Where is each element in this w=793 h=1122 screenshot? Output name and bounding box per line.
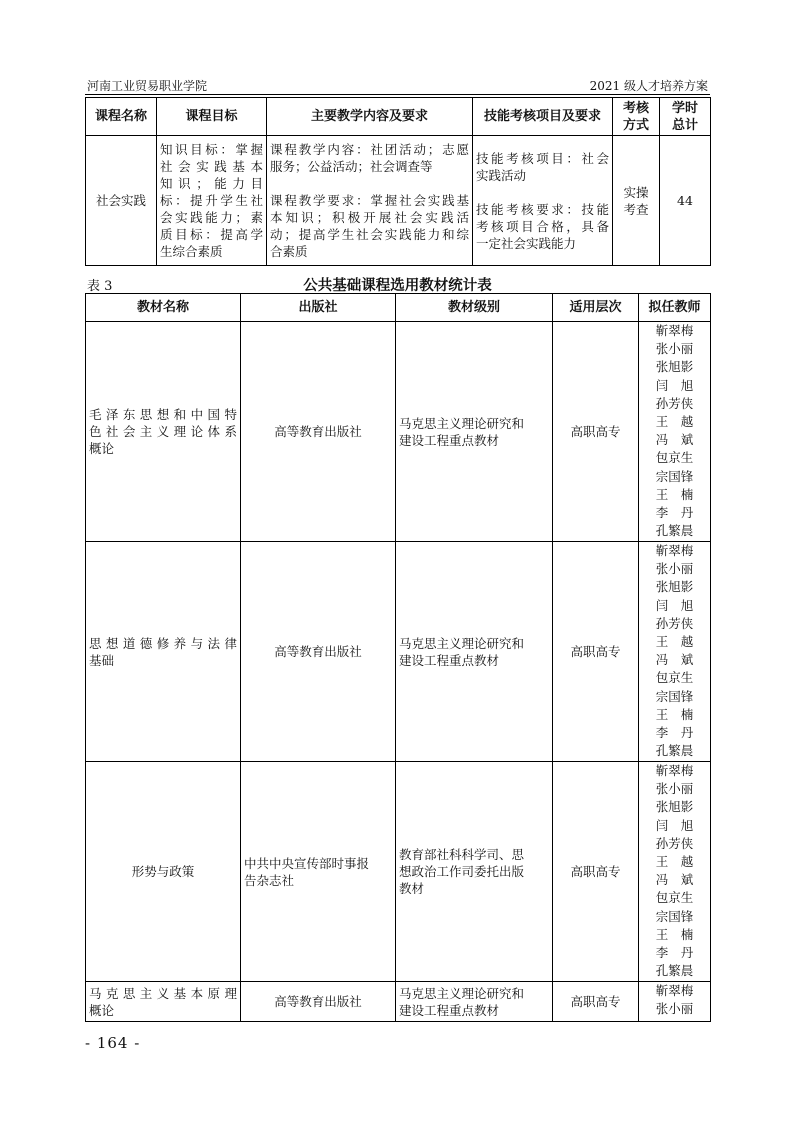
teacher-name: 张旭影: [655, 579, 694, 595]
textbook-row: [86, 542, 711, 762]
header-hours-line: 学时: [671, 100, 698, 116]
level-line: 建设工程重点教材: [399, 652, 500, 668]
teacher-name: 李 丹: [655, 505, 694, 521]
textbook-name: [86, 982, 241, 1022]
textbook-name-line: 思想道德修养与法律: [89, 635, 237, 651]
teacher-name: 靳翠梅: [655, 763, 694, 778]
tier: 高职高专: [553, 542, 639, 762]
content-line: 合素质: [270, 244, 308, 259]
header-hours: [660, 98, 711, 136]
teacher-name: 张旭影: [655, 359, 694, 375]
teacher-name: 张小丽: [655, 1001, 694, 1017]
skill-line: 技能考核要求：技能: [476, 201, 609, 217]
course-content: [267, 136, 473, 266]
skill-line: 一定社会实践能力: [476, 235, 577, 251]
teacher-name: 孙芳侠: [655, 615, 694, 631]
course-skill: [473, 136, 613, 266]
teacher-name: 王 越: [655, 414, 694, 430]
level-line: 建设工程重点教材: [399, 432, 500, 448]
teacher-list: [639, 322, 711, 542]
skill-gap: [476, 184, 609, 201]
header-assessment: [613, 98, 660, 136]
header-course-name: 课程名称: [86, 98, 157, 136]
teacher-name: 王 楠: [655, 926, 694, 942]
textbook-level: [396, 762, 553, 982]
teacher-name: 包京生: [655, 450, 694, 466]
teacher-name: 张旭影: [655, 799, 694, 815]
header-course-goal: 课程目标: [157, 98, 267, 136]
textbook-name: [86, 762, 241, 982]
content-line: 服务；公益活动；社会调查等: [270, 159, 433, 174]
content-line: 动；提高学生社会实践能力和综: [270, 227, 469, 242]
skill-line: 技能考核项目：社会: [476, 150, 609, 166]
teacher-name: 李 丹: [655, 945, 694, 961]
header-skill: 技能考核项目及要求: [473, 98, 613, 136]
goal-line: 知识；能力目: [160, 176, 263, 191]
teacher-name: 宗国锋: [655, 908, 694, 924]
level-line: 马克思主义理论研究和: [399, 415, 525, 431]
course-table-header-row: [86, 98, 711, 136]
content-line: 课程教学要求：掌握社会实践基: [270, 193, 469, 208]
goal-line: 质目标：提高学: [160, 227, 263, 242]
skill-line: 实践活动: [476, 167, 527, 183]
course-hours: 44: [660, 136, 711, 266]
textbook-level: [396, 982, 553, 1022]
textbook-name-line: 毛泽东思想和中国特: [89, 407, 237, 422]
textbook-row: [86, 762, 711, 982]
course-row: [86, 136, 711, 266]
page-header: [85, 76, 710, 95]
header-content: 主要教学内容及要求: [267, 98, 473, 136]
teacher-name: 孔繁晨: [655, 963, 694, 979]
course-table: [85, 97, 711, 266]
teacher-name: 孔繁晨: [655, 523, 694, 539]
textbook-name-line: 色社会主义理论体系: [89, 424, 237, 439]
textbook-name: [86, 542, 241, 762]
content-gap: [270, 175, 469, 192]
teacher-name: 王 楠: [655, 706, 694, 722]
level-line: 建设工程重点教材: [399, 1002, 500, 1018]
publisher-line: 中共中央宣传部时事报: [244, 855, 370, 871]
header-tier: 适用层次: [553, 294, 639, 322]
publisher: [241, 762, 396, 982]
teacher-name: 孔繁晨: [655, 743, 694, 759]
teacher-name: 靳翠梅: [655, 543, 694, 558]
header-hours-line: 总计: [671, 117, 698, 133]
goal-line: 生综合素质: [160, 244, 223, 259]
header-teachers: 拟任教师: [639, 294, 711, 322]
page-number: - 164 -: [85, 1034, 141, 1052]
teacher-name: 王 越: [655, 634, 694, 650]
teacher-name: 包京生: [655, 890, 694, 906]
teacher-name: 宗国锋: [655, 688, 694, 704]
assessment-line: 考查: [623, 201, 649, 217]
header-level: 教材级别: [396, 294, 553, 322]
header-assessment-line: 考核: [622, 100, 649, 116]
teacher-name: 冯 斌: [655, 432, 694, 448]
teacher-name: 冯 斌: [655, 872, 694, 888]
teacher-list: [639, 982, 711, 1022]
goal-line: 知识目标：掌握: [160, 142, 263, 157]
teacher-name: 张小丽: [655, 341, 694, 357]
goal-line: 会实践能力；素: [160, 210, 263, 225]
teacher-name: 闫 旭: [655, 377, 694, 393]
content-line: 课程教学内容：社团活动；志愿: [270, 142, 469, 157]
tier: 高职高专: [553, 982, 639, 1022]
assessment-line: 实操: [623, 184, 649, 200]
level-line: 想政治工作司委托出版: [399, 864, 525, 879]
teacher-name: 王 越: [655, 854, 694, 870]
teacher-name: 闫 旭: [655, 597, 694, 613]
course-goal: [157, 136, 267, 266]
content-line: 本知识；积极开展社会实践活: [270, 210, 469, 225]
teacher-name: 李 丹: [655, 725, 694, 741]
teacher-name: 宗国锋: [655, 468, 694, 484]
goal-line: 标：提升学生社: [160, 193, 263, 208]
textbook-row: [86, 982, 711, 1022]
course-name: 社会实践: [86, 136, 157, 266]
textbook-name-line: 基础: [89, 652, 115, 668]
publisher: 高等教育出版社: [241, 982, 396, 1022]
header-plan-title: 2021 级人才培养方案: [589, 79, 708, 93]
textbook-table: [85, 293, 711, 1022]
textbook-row: [86, 322, 711, 542]
header-school-name: 河南工业贸易职业学院: [87, 79, 208, 93]
level-line: 教育部社科科学司、思: [399, 847, 525, 862]
teacher-list: [639, 762, 711, 982]
teacher-name: 孙芳侠: [655, 835, 694, 851]
level-line: 教材: [399, 881, 425, 896]
table3-label: 表 3: [87, 279, 113, 294]
level-line: 马克思主义理论研究和: [399, 985, 525, 1001]
publisher: 高等教育出版社: [241, 542, 396, 762]
teacher-name: 靳翠梅: [655, 323, 694, 338]
teacher-name: 包京生: [655, 670, 694, 686]
teacher-name: 王 楠: [655, 486, 694, 502]
textbook-name-line: 马克思主义基本原理: [89, 985, 237, 1001]
header-assessment-line: 方式: [622, 117, 649, 133]
skill-line: 考核项目合格，具备: [476, 218, 609, 234]
teacher-name: 张小丽: [655, 561, 694, 577]
textbook-name-line: 形势与政策: [131, 864, 195, 879]
table3-title: 公共基础课程选用教材统计表: [303, 278, 492, 294]
header-publisher: 出版社: [241, 294, 396, 322]
teacher-name: 张小丽: [655, 781, 694, 797]
textbook-name-line: 概论: [89, 1002, 115, 1018]
teacher-list: [639, 542, 711, 762]
textbook-name-line: 概论: [89, 441, 115, 456]
textbook-header-row: [86, 294, 711, 322]
publisher: 高等教育出版社: [241, 322, 396, 542]
textbook-name: [86, 322, 241, 542]
teacher-name: 冯 斌: [655, 652, 694, 668]
tier: 高职高专: [553, 322, 639, 542]
course-assessment: [613, 136, 660, 266]
table3-caption: [85, 273, 710, 293]
goal-line: 社会实践基本: [160, 159, 263, 174]
teacher-name: 靳翠梅: [655, 983, 694, 998]
textbook-level: [396, 542, 553, 762]
teacher-name: 闫 旭: [655, 817, 694, 833]
tier: 高职高专: [553, 762, 639, 982]
publisher-line: 告杂志社: [244, 872, 295, 888]
level-line: 马克思主义理论研究和: [399, 635, 525, 651]
textbook-level: [396, 322, 553, 542]
teacher-name: 孙芳侠: [655, 395, 694, 411]
header-textbook-name: 教材名称: [86, 294, 241, 322]
